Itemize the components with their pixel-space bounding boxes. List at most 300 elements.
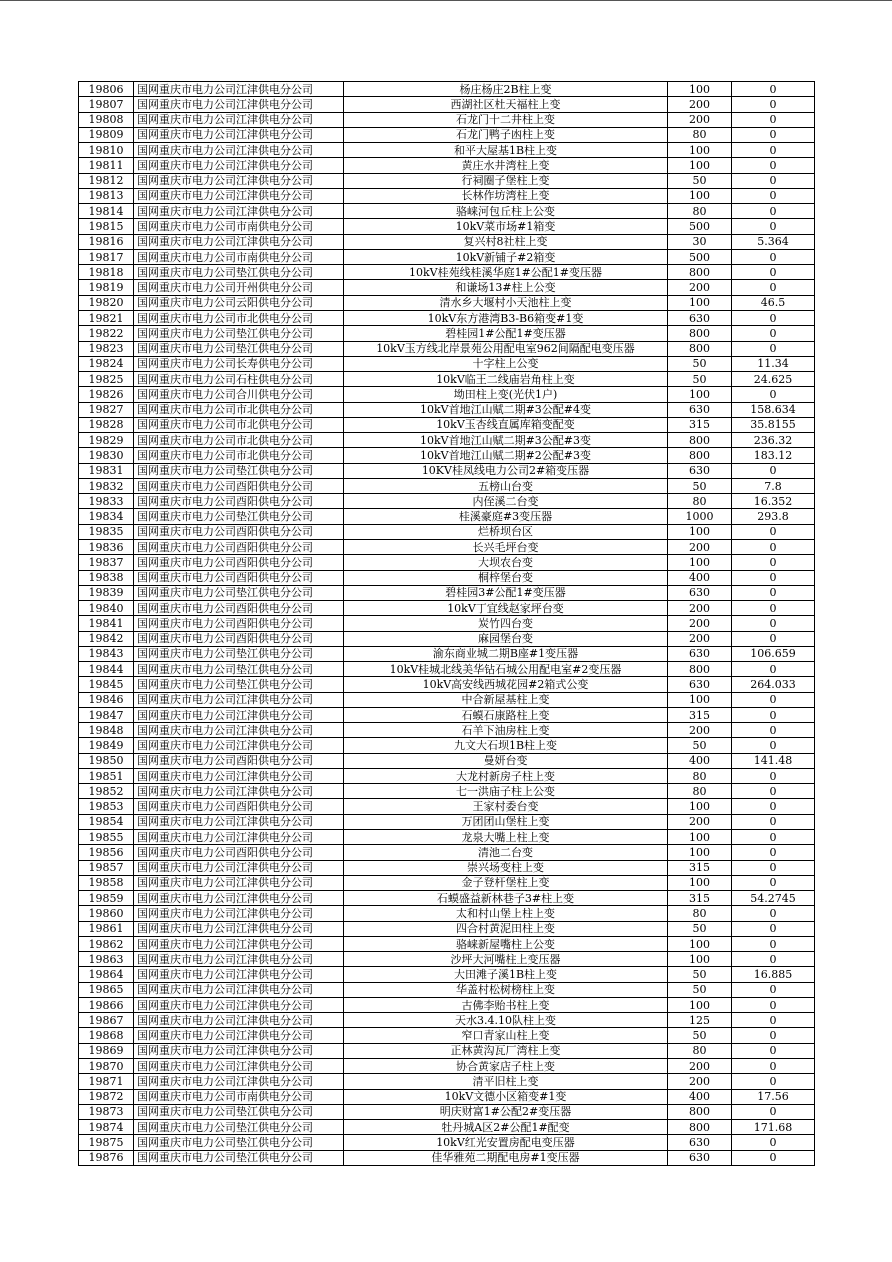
transformer-name-cell: 杨庄杨庄2B柱上变 bbox=[344, 82, 668, 97]
table-row bbox=[79, 372, 815, 387]
value-cell: 0 bbox=[732, 341, 815, 356]
table-row bbox=[79, 601, 815, 616]
value-cell: 0 bbox=[732, 555, 815, 570]
table-row bbox=[79, 97, 815, 112]
capacity-cell: 200 bbox=[668, 97, 732, 112]
row-id-cell: 19827 bbox=[79, 402, 134, 417]
capacity-cell: 800 bbox=[668, 341, 732, 356]
capacity-cell: 50 bbox=[668, 982, 732, 997]
capacity-cell: 80 bbox=[668, 1043, 732, 1058]
table-row bbox=[79, 387, 815, 402]
row-id-cell: 19862 bbox=[79, 936, 134, 951]
capacity-cell: 630 bbox=[668, 1135, 732, 1150]
value-cell: 0 bbox=[732, 204, 815, 219]
company-cell: 国网重庆市电力公司垫江供电分公司 bbox=[134, 1120, 344, 1135]
company-cell: 国网重庆市电力公司江津供电分公司 bbox=[134, 738, 344, 753]
table-row bbox=[79, 1150, 815, 1165]
company-cell: 国网重庆市电力公司酉阳供电分公司 bbox=[134, 478, 344, 493]
row-id-cell: 19830 bbox=[79, 448, 134, 463]
row-id-cell: 19814 bbox=[79, 204, 134, 219]
company-cell: 国网重庆市电力公司江津供电分公司 bbox=[134, 997, 344, 1012]
transformer-name-cell: 古佛李贻书柱上变 bbox=[344, 997, 668, 1012]
transformer-name-cell: 10kV玉方线北岸景苑公用配电室962间隔配电变压器 bbox=[344, 341, 668, 356]
capacity-cell: 100 bbox=[668, 799, 732, 814]
value-cell: 0 bbox=[732, 1028, 815, 1043]
company-cell: 国网重庆市电力公司石柱供电分公司 bbox=[134, 372, 344, 387]
value-cell: 0 bbox=[732, 127, 815, 142]
transformer-name-cell: 万团团山堡柱上变 bbox=[344, 814, 668, 829]
capacity-cell: 200 bbox=[668, 1074, 732, 1089]
transformer-name-cell: 10kV首地江山赋二期#2公配#3变 bbox=[344, 448, 668, 463]
company-cell: 国网重庆市电力公司江津供电分公司 bbox=[134, 1074, 344, 1089]
row-id-cell: 19837 bbox=[79, 555, 134, 570]
row-id-cell: 19838 bbox=[79, 570, 134, 585]
company-cell: 国网重庆市电力公司江津供电分公司 bbox=[134, 768, 344, 783]
table-row bbox=[79, 906, 815, 921]
transformer-name-cell: 内侄溪二台变 bbox=[344, 494, 668, 509]
value-cell: 16.352 bbox=[732, 494, 815, 509]
table-row bbox=[79, 433, 815, 448]
transformer-name-cell: 10kV新铺子#2箱变 bbox=[344, 249, 668, 264]
capacity-cell: 200 bbox=[668, 616, 732, 631]
table-row bbox=[79, 845, 815, 860]
company-cell: 国网重庆市电力公司酉阳供电分公司 bbox=[134, 799, 344, 814]
value-cell: 0 bbox=[732, 97, 815, 112]
table-row bbox=[79, 753, 815, 768]
company-cell: 国网重庆市电力公司江津供电分公司 bbox=[134, 158, 344, 173]
transformer-name-cell: 七一洪庙子柱上公变 bbox=[344, 784, 668, 799]
capacity-cell: 50 bbox=[668, 1028, 732, 1043]
transformer-name-cell: 大龙村新房子柱上变 bbox=[344, 768, 668, 783]
value-cell: 0 bbox=[732, 280, 815, 295]
row-id-cell: 19875 bbox=[79, 1135, 134, 1150]
row-id-cell: 19856 bbox=[79, 845, 134, 860]
company-cell: 国网重庆市电力公司江津供电分公司 bbox=[134, 875, 344, 890]
row-id-cell: 19836 bbox=[79, 539, 134, 554]
value-cell: 264.033 bbox=[732, 677, 815, 692]
table-row bbox=[79, 112, 815, 127]
row-id-cell: 19831 bbox=[79, 463, 134, 478]
table-row bbox=[79, 616, 815, 631]
table-row bbox=[79, 448, 815, 463]
transformer-name-cell: 骆崃新屋嘴柱上公变 bbox=[344, 936, 668, 951]
capacity-cell: 630 bbox=[668, 310, 732, 325]
table-row bbox=[79, 1135, 815, 1150]
value-cell: 0 bbox=[732, 1104, 815, 1119]
company-cell: 国网重庆市电力公司市北供电分公司 bbox=[134, 402, 344, 417]
value-cell: 0 bbox=[732, 143, 815, 158]
transformer-name-cell: 渝东商业城二期B座#1变压器 bbox=[344, 646, 668, 661]
company-cell: 国网重庆市电力公司江津供电分公司 bbox=[134, 723, 344, 738]
table-row bbox=[79, 1043, 815, 1058]
capacity-cell: 500 bbox=[668, 249, 732, 264]
company-cell: 国网重庆市电力公司市南供电分公司 bbox=[134, 1089, 344, 1104]
row-id-cell: 19815 bbox=[79, 219, 134, 234]
company-cell: 国网重庆市电力公司长寿供电分公司 bbox=[134, 356, 344, 371]
capacity-cell: 200 bbox=[668, 814, 732, 829]
transformer-name-cell: 窄口青家山柱上变 bbox=[344, 1028, 668, 1043]
capacity-cell: 50 bbox=[668, 738, 732, 753]
company-cell: 国网重庆市电力公司酉阳供电分公司 bbox=[134, 616, 344, 631]
value-cell: 0 bbox=[732, 524, 815, 539]
capacity-cell: 100 bbox=[668, 845, 732, 860]
company-cell: 国网重庆市电力公司酉阳供电分公司 bbox=[134, 631, 344, 646]
capacity-cell: 80 bbox=[668, 127, 732, 142]
value-cell: 158.634 bbox=[732, 402, 815, 417]
transformer-name-cell: 九文大石坝1B柱上变 bbox=[344, 738, 668, 753]
transformer-name-cell: 清池二台变 bbox=[344, 845, 668, 860]
transformer-name-cell: 中合新屋基柱上变 bbox=[344, 692, 668, 707]
table-row bbox=[79, 1089, 815, 1104]
capacity-cell: 100 bbox=[668, 143, 732, 158]
capacity-cell: 100 bbox=[668, 188, 732, 203]
table-row bbox=[79, 585, 815, 600]
transformer-name-cell: 大田滩子溪1B柱上变 bbox=[344, 967, 668, 982]
row-id-cell: 19860 bbox=[79, 906, 134, 921]
row-id-cell: 19850 bbox=[79, 753, 134, 768]
row-id-cell: 19876 bbox=[79, 1150, 134, 1165]
company-cell: 国网重庆市电力公司合川供电分公司 bbox=[134, 387, 344, 402]
table-row bbox=[79, 402, 815, 417]
value-cell: 0 bbox=[732, 738, 815, 753]
row-id-cell: 19851 bbox=[79, 768, 134, 783]
value-cell: 0 bbox=[732, 82, 815, 97]
value-cell: 0 bbox=[732, 112, 815, 127]
company-cell: 国网重庆市电力公司江津供电分公司 bbox=[134, 891, 344, 906]
row-id-cell: 19847 bbox=[79, 707, 134, 722]
capacity-cell: 1000 bbox=[668, 509, 732, 524]
row-id-cell: 19824 bbox=[79, 356, 134, 371]
transformer-name-cell: 桐梓堡台变 bbox=[344, 570, 668, 585]
transformer-name-cell: 协合黄家店子柱上变 bbox=[344, 1059, 668, 1074]
row-id-cell: 19816 bbox=[79, 234, 134, 249]
capacity-cell: 630 bbox=[668, 677, 732, 692]
company-cell: 国网重庆市电力公司垫江供电分公司 bbox=[134, 1150, 344, 1165]
capacity-cell: 50 bbox=[668, 478, 732, 493]
transformer-name-cell: 10kV桂苑线桂溪华庭1#公配1#变压器 bbox=[344, 265, 668, 280]
row-id-cell: 19864 bbox=[79, 967, 134, 982]
company-cell: 国网重庆市电力公司江津供电分公司 bbox=[134, 860, 344, 875]
transformer-name-cell: 大坝农台变 bbox=[344, 555, 668, 570]
table-row bbox=[79, 631, 815, 646]
company-cell: 国网重庆市电力公司市北供电分公司 bbox=[134, 310, 344, 325]
company-cell: 国网重庆市电力公司市南供电分公司 bbox=[134, 219, 344, 234]
row-id-cell: 19848 bbox=[79, 723, 134, 738]
table-row bbox=[79, 158, 815, 173]
capacity-cell: 100 bbox=[668, 997, 732, 1012]
transformer-name-cell: 石龙门鸭子凼柱上变 bbox=[344, 127, 668, 142]
value-cell: 0 bbox=[732, 692, 815, 707]
row-id-cell: 19844 bbox=[79, 662, 134, 677]
row-id-cell: 19852 bbox=[79, 784, 134, 799]
value-cell: 0 bbox=[732, 906, 815, 921]
table-row bbox=[79, 967, 815, 982]
transformer-name-cell: 华盖村松树榜柱上变 bbox=[344, 982, 668, 997]
transformer-name-cell: 黄庄水井湾柱上变 bbox=[344, 158, 668, 173]
transformer-name-cell: 金子登杆堡柱上变 bbox=[344, 875, 668, 890]
company-cell: 国网重庆市电力公司江津供电分公司 bbox=[134, 967, 344, 982]
transformer-name-cell: 石龙门十二井柱上变 bbox=[344, 112, 668, 127]
table-row bbox=[79, 539, 815, 554]
table-row bbox=[79, 356, 815, 371]
transformer-name-cell: 石羊下油房柱上变 bbox=[344, 723, 668, 738]
company-cell: 国网重庆市电力公司江津供电分公司 bbox=[134, 814, 344, 829]
row-id-cell: 19806 bbox=[79, 82, 134, 97]
transformer-name-cell: 桂溪豪庭#3变压器 bbox=[344, 509, 668, 524]
company-cell: 国网重庆市电力公司酉阳供电分公司 bbox=[134, 524, 344, 539]
table-row bbox=[79, 173, 815, 188]
table-row bbox=[79, 1059, 815, 1074]
transformer-name-cell: 炭竹四台变 bbox=[344, 616, 668, 631]
row-id-cell: 19861 bbox=[79, 921, 134, 936]
transformer-name-cell: 骆崃河包丘柱上公变 bbox=[344, 204, 668, 219]
capacity-cell: 630 bbox=[668, 646, 732, 661]
value-cell: 0 bbox=[732, 310, 815, 325]
value-cell: 0 bbox=[732, 1043, 815, 1058]
transformer-name-cell: 龙泉大嘴上柱上变 bbox=[344, 830, 668, 845]
capacity-cell: 800 bbox=[668, 265, 732, 280]
transformer-name-cell: 太和村山堡上柱上变 bbox=[344, 906, 668, 921]
company-cell: 国网重庆市电力公司垫江供电分公司 bbox=[134, 662, 344, 677]
table-row bbox=[79, 1120, 815, 1135]
table-row bbox=[79, 280, 815, 295]
capacity-cell: 80 bbox=[668, 494, 732, 509]
value-cell: 0 bbox=[732, 188, 815, 203]
capacity-cell: 30 bbox=[668, 234, 732, 249]
transformer-name-cell: 行祠圈子堡柱上变 bbox=[344, 173, 668, 188]
table-row bbox=[79, 662, 815, 677]
capacity-cell: 200 bbox=[668, 601, 732, 616]
row-id-cell: 19858 bbox=[79, 875, 134, 890]
table-row bbox=[79, 463, 815, 478]
company-cell: 国网重庆市电力公司江津供电分公司 bbox=[134, 784, 344, 799]
transformer-name-cell: 复兴村8社柱上变 bbox=[344, 234, 668, 249]
company-cell: 国网重庆市电力公司垫江供电分公司 bbox=[134, 677, 344, 692]
transformer-name-cell: 明庆财富1#公配2#变压器 bbox=[344, 1104, 668, 1119]
value-cell: 141.48 bbox=[732, 753, 815, 768]
table-row bbox=[79, 707, 815, 722]
capacity-cell: 80 bbox=[668, 204, 732, 219]
transformer-name-cell: 正林黄沟瓦厂湾柱上变 bbox=[344, 1043, 668, 1058]
row-id-cell: 19846 bbox=[79, 692, 134, 707]
row-id-cell: 19829 bbox=[79, 433, 134, 448]
company-cell: 国网重庆市电力公司江津供电分公司 bbox=[134, 906, 344, 921]
capacity-cell: 200 bbox=[668, 539, 732, 554]
capacity-cell: 100 bbox=[668, 82, 732, 97]
value-cell: 0 bbox=[732, 570, 815, 585]
value-cell: 0 bbox=[732, 875, 815, 890]
capacity-cell: 50 bbox=[668, 967, 732, 982]
company-cell: 国网重庆市电力公司江津供电分公司 bbox=[134, 1059, 344, 1074]
transformer-name-cell: 长林作坊湾柱上变 bbox=[344, 188, 668, 203]
transformer-name-cell: 10kV菜市场#1箱变 bbox=[344, 219, 668, 234]
table-row bbox=[79, 921, 815, 936]
row-id-cell: 19819 bbox=[79, 280, 134, 295]
table-row bbox=[79, 723, 815, 738]
value-cell: 106.659 bbox=[732, 646, 815, 661]
company-cell: 国网重庆市电力公司云阳供电分公司 bbox=[134, 295, 344, 310]
value-cell: 0 bbox=[732, 585, 815, 600]
capacity-cell: 50 bbox=[668, 356, 732, 371]
company-cell: 国网重庆市电力公司垫江供电分公司 bbox=[134, 509, 344, 524]
value-cell: 0 bbox=[732, 814, 815, 829]
row-id-cell: 19821 bbox=[79, 310, 134, 325]
transformer-name-cell: 10kV桂城北线美华钻石城公用配电室#2变压器 bbox=[344, 662, 668, 677]
row-id-cell: 19809 bbox=[79, 127, 134, 142]
table-row bbox=[79, 1013, 815, 1028]
transformer-name-cell: 10kV高安线西城花园#2箱式公变 bbox=[344, 677, 668, 692]
capacity-cell: 100 bbox=[668, 524, 732, 539]
transformer-name-cell: 长兴毛坪台变 bbox=[344, 539, 668, 554]
transformer-name-cell: 碧桂园3#公配1#变压器 bbox=[344, 585, 668, 600]
capacity-cell: 100 bbox=[668, 830, 732, 845]
capacity-cell: 200 bbox=[668, 723, 732, 738]
transformer-name-cell: 和谦场13#柱上公变 bbox=[344, 280, 668, 295]
transformer-name-cell: 石蟆盛益新林巷子3#柱上变 bbox=[344, 891, 668, 906]
company-cell: 国网重庆市电力公司垫江供电分公司 bbox=[134, 646, 344, 661]
row-id-cell: 19826 bbox=[79, 387, 134, 402]
table-row bbox=[79, 830, 815, 845]
value-cell: 0 bbox=[732, 723, 815, 738]
row-id-cell: 19807 bbox=[79, 97, 134, 112]
transformer-name-cell: 10kV文德小区箱变#1变 bbox=[344, 1089, 668, 1104]
company-cell: 国网重庆市电力公司垫江供电分公司 bbox=[134, 341, 344, 356]
table-row bbox=[79, 891, 815, 906]
company-cell: 国网重庆市电力公司江津供电分公司 bbox=[134, 82, 344, 97]
table-row bbox=[79, 555, 815, 570]
row-id-cell: 19823 bbox=[79, 341, 134, 356]
company-cell: 国网重庆市电力公司江津供电分公司 bbox=[134, 127, 344, 142]
company-cell: 国网重庆市电力公司江津供电分公司 bbox=[134, 1028, 344, 1043]
value-cell: 0 bbox=[732, 662, 815, 677]
transformer-name-cell: 天水3.4.10队柱上变 bbox=[344, 1013, 668, 1028]
capacity-cell: 800 bbox=[668, 326, 732, 341]
value-cell: 0 bbox=[732, 1074, 815, 1089]
value-cell: 0 bbox=[732, 265, 815, 280]
capacity-cell: 100 bbox=[668, 387, 732, 402]
row-id-cell: 19840 bbox=[79, 601, 134, 616]
table-body bbox=[79, 82, 815, 1166]
row-id-cell: 19853 bbox=[79, 799, 134, 814]
row-id-cell: 19839 bbox=[79, 585, 134, 600]
transformer-name-cell: 麻园堡台变 bbox=[344, 631, 668, 646]
company-cell: 国网重庆市电力公司开州供电分公司 bbox=[134, 280, 344, 295]
row-id-cell: 19866 bbox=[79, 997, 134, 1012]
table-row bbox=[79, 982, 815, 997]
transformer-name-cell: 崇兴场变柱上变 bbox=[344, 860, 668, 875]
company-cell: 国网重庆市电力公司酉阳供电分公司 bbox=[134, 601, 344, 616]
transformer-name-cell: 10kV首地江山赋二期#3公配#4变 bbox=[344, 402, 668, 417]
page-top-border bbox=[0, 0, 892, 1]
table-row bbox=[79, 692, 815, 707]
capacity-cell: 50 bbox=[668, 921, 732, 936]
transformer-name-cell: 清水乡大堰村小天池柱上变 bbox=[344, 295, 668, 310]
table-row bbox=[79, 143, 815, 158]
table-row bbox=[79, 814, 815, 829]
row-id-cell: 19834 bbox=[79, 509, 134, 524]
value-cell: 0 bbox=[732, 997, 815, 1012]
transformer-name-cell: 10kV丁宜线赵家坪台变 bbox=[344, 601, 668, 616]
transformer-name-cell: 和平大屋基1B柱上变 bbox=[344, 143, 668, 158]
transformer-name-cell: 10KV桂凤线电力公司2#箱变压器 bbox=[344, 463, 668, 478]
row-id-cell: 19828 bbox=[79, 417, 134, 432]
value-cell: 0 bbox=[732, 1135, 815, 1150]
value-cell: 5.364 bbox=[732, 234, 815, 249]
value-cell: 0 bbox=[732, 952, 815, 967]
capacity-cell: 125 bbox=[668, 1013, 732, 1028]
table-row bbox=[79, 249, 815, 264]
row-id-cell: 19863 bbox=[79, 952, 134, 967]
table-row bbox=[79, 509, 815, 524]
capacity-cell: 630 bbox=[668, 1150, 732, 1165]
capacity-cell: 400 bbox=[668, 570, 732, 585]
transformer-name-cell: 王家村委台变 bbox=[344, 799, 668, 814]
transformer-name-cell: 10kV临王二线庙岩角柱上变 bbox=[344, 372, 668, 387]
company-cell: 国网重庆市电力公司江津供电分公司 bbox=[134, 234, 344, 249]
row-id-cell: 19835 bbox=[79, 524, 134, 539]
transformer-name-cell: 十字柱上公变 bbox=[344, 356, 668, 371]
transformer-name-cell: 碧桂园1#公配1#变压器 bbox=[344, 326, 668, 341]
table-row bbox=[79, 936, 815, 951]
table-row bbox=[79, 417, 815, 432]
capacity-cell: 100 bbox=[668, 555, 732, 570]
value-cell: 0 bbox=[732, 799, 815, 814]
table-row bbox=[79, 997, 815, 1012]
data-table bbox=[78, 81, 815, 1166]
value-cell: 0 bbox=[732, 784, 815, 799]
value-cell: 16.885 bbox=[732, 967, 815, 982]
capacity-cell: 315 bbox=[668, 707, 732, 722]
company-cell: 国网重庆市电力公司江津供电分公司 bbox=[134, 692, 344, 707]
company-cell: 国网重庆市电力公司垫江供电分公司 bbox=[134, 585, 344, 600]
value-cell: 293.8 bbox=[732, 509, 815, 524]
row-id-cell: 19854 bbox=[79, 814, 134, 829]
row-id-cell: 19833 bbox=[79, 494, 134, 509]
value-cell: 0 bbox=[732, 1059, 815, 1074]
value-cell: 0 bbox=[732, 219, 815, 234]
company-cell: 国网重庆市电力公司垫江供电分公司 bbox=[134, 1135, 344, 1150]
transformer-name-cell: 曼妍台变 bbox=[344, 753, 668, 768]
company-cell: 国网重庆市电力公司酉阳供电分公司 bbox=[134, 539, 344, 554]
table-row bbox=[79, 570, 815, 585]
table-row bbox=[79, 875, 815, 890]
value-cell: 54.2745 bbox=[732, 891, 815, 906]
capacity-cell: 630 bbox=[668, 402, 732, 417]
value-cell: 11.34 bbox=[732, 356, 815, 371]
row-id-cell: 19873 bbox=[79, 1104, 134, 1119]
transformer-name-cell: 佳华雅苑二期配电房#1变压器 bbox=[344, 1150, 668, 1165]
company-cell: 国网重庆市电力公司酉阳供电分公司 bbox=[134, 494, 344, 509]
capacity-cell: 200 bbox=[668, 112, 732, 127]
value-cell: 0 bbox=[732, 158, 815, 173]
company-cell: 国网重庆市电力公司江津供电分公司 bbox=[134, 1043, 344, 1058]
table-row bbox=[79, 204, 815, 219]
capacity-cell: 100 bbox=[668, 692, 732, 707]
capacity-cell: 400 bbox=[668, 1089, 732, 1104]
company-cell: 国网重庆市电力公司江津供电分公司 bbox=[134, 143, 344, 158]
row-id-cell: 19825 bbox=[79, 372, 134, 387]
value-cell: 0 bbox=[732, 921, 815, 936]
company-cell: 国网重庆市电力公司江津供电分公司 bbox=[134, 921, 344, 936]
value-cell: 24.625 bbox=[732, 372, 815, 387]
value-cell: 0 bbox=[732, 326, 815, 341]
transformer-name-cell: 四合村黄泥田柱上变 bbox=[344, 921, 668, 936]
capacity-cell: 200 bbox=[668, 280, 732, 295]
row-id-cell: 19842 bbox=[79, 631, 134, 646]
value-cell: 183.12 bbox=[732, 448, 815, 463]
table-row bbox=[79, 860, 815, 875]
table-row bbox=[79, 478, 815, 493]
